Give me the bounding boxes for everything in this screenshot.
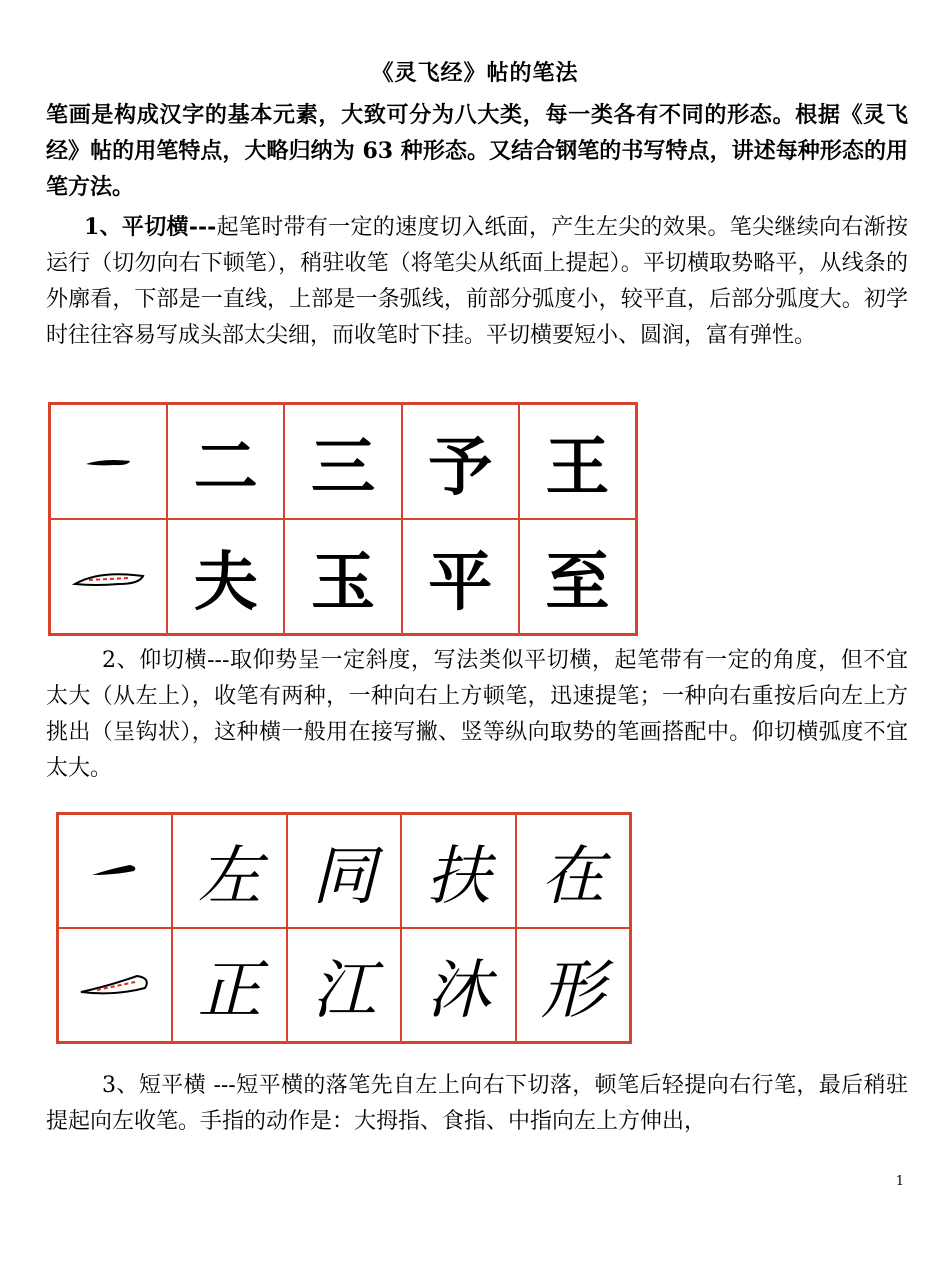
example-char: 至	[519, 519, 636, 634]
section-3-heading: 3、短平横 ---	[102, 1073, 236, 1098]
intro-paragraph: 笔画是构成汉字的基本元素，大致可分为八大类，每一类各有不同的形态。根据《灵飞经》帖的用笔特点，大略归纳为 63 种形态。又结合钢笔的书写特点，讲述每种形态的用笔方法。	[46, 102, 908, 200]
stroke-outline-diagram	[58, 928, 172, 1042]
example-char: 扶	[401, 814, 515, 928]
stroke-example-grid-2	[56, 812, 632, 1044]
page-number: 1	[895, 1174, 904, 1189]
section-2-heading: 2、仰切横---	[102, 648, 230, 673]
example-char: 江	[287, 928, 401, 1042]
example-char: 予	[402, 404, 519, 519]
section-2-paragraph	[46, 643, 908, 787]
stroke-outline-icon	[75, 968, 155, 1002]
example-char: 同	[287, 814, 401, 928]
stroke-example-grid-1	[48, 402, 638, 636]
stroke-sample-horizontal	[50, 404, 167, 519]
section-3-body: 短平横的落笔先自左上向右下切落，顿笔后轻提向右行笔，最后稍驻提起向左收笔。手指的动作是：大拇指、食指、中指向左上方伸出，	[46, 1073, 908, 1134]
example-char: 在	[516, 814, 630, 928]
example-char: 正	[172, 928, 286, 1042]
example-char: 三	[284, 404, 401, 519]
section-2-body: 取仰势呈一定斜度，写法类似平切横，起笔带有一定的角度，但不宜太大（从左上），收笔有两种，一种向右上方顿笔，迅速提笔；一种向右重按后向左上方挑出（呈钩状），这种横一般用在接写撇、竖等纵向取势的笔画搭配中。仰切横弧度不宜太大。	[46, 648, 908, 781]
example-char: 沐	[401, 928, 515, 1042]
stroke-outline-icon	[69, 562, 149, 592]
example-char: 形	[516, 928, 630, 1042]
section-1-heading: 1、平切横---	[84, 214, 217, 240]
page-title: 《灵飞经》帖的笔法	[371, 60, 579, 86]
example-char: 王	[519, 404, 636, 519]
rising-stroke-icon	[90, 859, 140, 883]
section-1-body: 起笔时带有一定的速度切入纸面，产生左尖的效果。笔尖继续向右渐按运行（切勿向右下顿笔），稍驻收笔（将笔尖从纸面上提起）。平切横取势略平，从线条的外廓看，下部是一直线，上部是一条弧线，前部分弧度小，较平直，后部分弧度大。初学时往往容易写成头部太尖细，而收笔时下挂。平切横要短小、圆润，富有弹性。	[46, 215, 908, 348]
example-char: 二	[167, 404, 284, 519]
example-char: 玉	[284, 519, 401, 634]
stroke-outline-diagram	[50, 519, 167, 634]
stroke-sample-rising-horizontal	[58, 814, 172, 928]
horizontal-stroke-icon	[84, 452, 134, 472]
example-char: 平	[402, 519, 519, 634]
section-3-paragraph	[46, 1068, 908, 1140]
example-char: 夫	[167, 519, 284, 634]
example-char: 左	[172, 814, 286, 928]
section-1-paragraph	[46, 209, 908, 354]
